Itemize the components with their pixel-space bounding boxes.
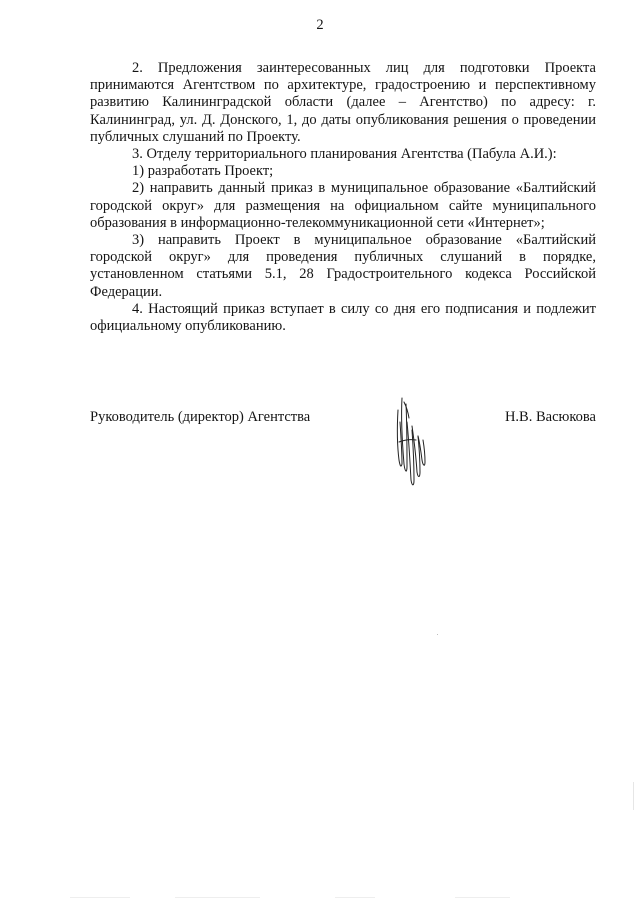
- signer-title: Руководитель (директор) Агентства: [90, 409, 311, 425]
- handwritten-signature: [380, 382, 440, 497]
- list-item-send-project: 3) направить Проект в муниципальное образование «Балтийский городской округ» для проведения публичных слушаний в порядке, установленном статьями 5.1, 28 Градостроительного кодекса Российской Федерации.: [90, 232, 596, 300]
- scan-artifact-dot: [455, 897, 510, 898]
- list-item-develop-project: 1) разработать Проект;: [132, 163, 274, 180]
- scan-artifact-dot: [175, 897, 260, 898]
- paragraph-planning-department: 3. Отделу территориального планирования Агентства (Пабула А.И.):: [132, 146, 557, 163]
- signer-name: Н.В. Васюкова: [504, 409, 596, 425]
- scan-artifact-dot: [633, 782, 634, 810]
- scan-artifact-dot: [70, 897, 130, 898]
- scan-artifact-dot: [437, 634, 438, 635]
- signature-block: [90, 382, 596, 502]
- list-item-send-order: 2) направить данный приказ в муниципальное образование «Балтийский городской округ» для размещения на официальном сайте муниципального образования в информационно-телекоммуникационной сети «Интернет»;: [90, 180, 596, 231]
- paragraph-effective-date: 4. Настоящий приказ вступает в силу со дня его подписания и подлежит официальному опубликованию.: [90, 300, 596, 335]
- page-number: 2: [316, 17, 324, 33]
- scan-artifact-dot: [335, 897, 375, 898]
- document-body: [90, 60, 596, 335]
- paragraph-proposals: 2. Предложения заинтересованных лиц для подготовки Проекта принимаются Агентством по архитектуре, градостроению и перспективному развитию Калининградской области (далее – Агентство) по адресу: г. Калининград, ул. Д. Донского, 1, до даты опубликования решения о проведении публичных слушаний по Проекту.: [90, 60, 596, 145]
